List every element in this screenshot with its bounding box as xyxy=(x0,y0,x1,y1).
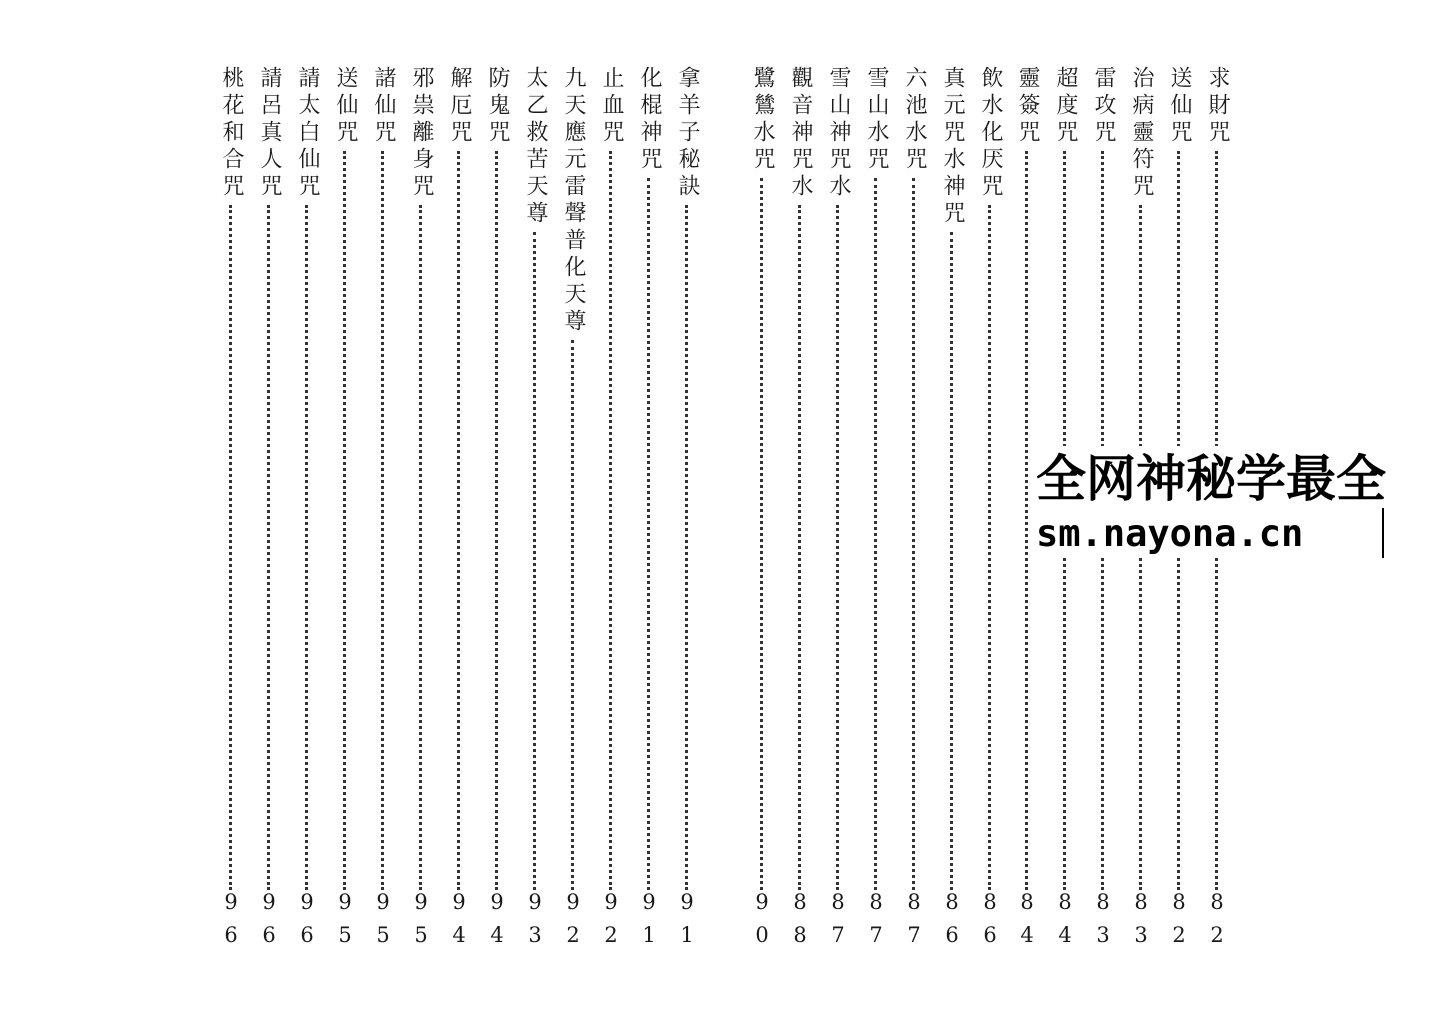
toc-entry-page-number: 90 xyxy=(750,890,774,956)
toc-entry-page-number: 96 xyxy=(295,890,319,956)
toc-entry-title: 求財咒 xyxy=(1205,66,1230,147)
toc-entry[interactable] xyxy=(899,66,929,956)
toc-entry[interactable] xyxy=(330,66,360,956)
toc-entry-title: 雪山水咒 xyxy=(864,66,889,174)
toc-entry-page-number: 95 xyxy=(371,890,395,956)
watermark-banner xyxy=(1030,446,1440,558)
toc-entry[interactable] xyxy=(937,66,967,956)
toc-entry-page-number: 87 xyxy=(902,890,926,956)
toc-entry-title: 化棍神咒 xyxy=(637,66,662,174)
toc-entry[interactable] xyxy=(216,66,246,956)
toc-entry-title: 飲水化厌咒 xyxy=(978,66,1003,201)
watermark-url: sm.nayona.cn xyxy=(1036,512,1304,555)
toc-entry-title: 送仙咒 xyxy=(1167,66,1192,147)
toc-entry-page-number: 84 xyxy=(1053,890,1077,956)
toc-entry-title: 雷攻咒 xyxy=(1091,66,1116,147)
toc-entry-page-number: 82 xyxy=(1167,890,1191,956)
toc-entry-page-number: 92 xyxy=(599,890,623,956)
dot-leader xyxy=(381,151,384,890)
toc-entry-page-number: 84 xyxy=(1015,890,1039,956)
toc-entry-page-number: 86 xyxy=(978,890,1002,956)
dot-leader xyxy=(571,340,574,890)
text-cursor xyxy=(1382,508,1384,558)
toc-entry-title: 超度咒 xyxy=(1053,66,1078,147)
toc-entry-title: 六池水咒 xyxy=(902,66,927,174)
toc-entry[interactable] xyxy=(785,66,815,956)
dot-leader xyxy=(533,232,536,890)
toc-entry[interactable] xyxy=(482,66,512,956)
watermark-slogan: 全网神秘学最全 xyxy=(1036,450,1386,508)
toc-entry[interactable] xyxy=(292,66,322,956)
toc-entry-title: 請太白仙咒 xyxy=(295,66,320,201)
toc-entry-title: 九天應元雷聲普化天尊 xyxy=(561,66,586,336)
toc-entry[interactable] xyxy=(747,66,777,956)
toc-entry-page-number: 83 xyxy=(1129,890,1153,956)
toc-entry-page-number: 94 xyxy=(447,890,471,956)
toc-entry-title: 靈簽咒 xyxy=(1015,66,1040,147)
toc-entry-page-number: 93 xyxy=(523,890,547,956)
toc-entry-page-number: 96 xyxy=(257,890,281,956)
toc-entry-page-number: 92 xyxy=(561,890,585,956)
dot-leader xyxy=(457,151,460,890)
toc-entry-page-number: 91 xyxy=(675,890,699,956)
dot-leader xyxy=(229,205,232,890)
toc-entry[interactable] xyxy=(975,66,1005,956)
toc-entry[interactable] xyxy=(406,66,436,956)
toc-entry-title: 解厄咒 xyxy=(447,66,472,147)
toc-entry[interactable] xyxy=(596,66,626,956)
toc-entry[interactable] xyxy=(558,66,588,956)
dot-leader xyxy=(912,178,915,890)
toc-entry-page-number: 86 xyxy=(940,890,964,956)
toc-entry-title: 真元咒水神咒 xyxy=(940,66,965,228)
toc-entry[interactable] xyxy=(634,66,664,956)
toc-entry-title: 諸仙咒 xyxy=(371,66,396,147)
toc-entry-page-number: 95 xyxy=(409,890,433,956)
toc-entry-title: 止血咒 xyxy=(599,66,624,147)
dot-leader xyxy=(988,205,991,890)
toc-entry-title: 觀音神咒水 xyxy=(788,66,813,201)
toc-entry-title: 鷺鷥水咒 xyxy=(750,66,775,174)
toc-entry-title: 請呂真人咒 xyxy=(257,66,282,201)
toc-entry[interactable] xyxy=(254,66,284,956)
dot-leader xyxy=(1025,151,1028,890)
toc-entry-page-number: 95 xyxy=(333,890,357,956)
toc-entry-page-number: 87 xyxy=(826,890,850,956)
toc-entry-title: 桃花和合咒 xyxy=(219,66,244,201)
toc-entry-title: 拿羊子秘訣 xyxy=(675,66,700,201)
toc-entry-title: 邪祟離身咒 xyxy=(409,66,434,201)
toc-entry-title: 送仙咒 xyxy=(333,66,358,147)
dot-leader xyxy=(836,205,839,890)
toc-entry-title: 治病靈符咒 xyxy=(1129,66,1154,201)
dot-leader xyxy=(798,205,801,890)
toc-entry[interactable] xyxy=(672,66,702,956)
toc-entry-page-number: 96 xyxy=(219,890,243,956)
dot-leader xyxy=(305,205,308,890)
dot-leader xyxy=(874,178,877,890)
toc-entry[interactable] xyxy=(823,66,853,956)
toc-entry-page-number: 82 xyxy=(1205,890,1229,956)
toc-entry-title: 太乙救苦天尊 xyxy=(523,66,548,228)
dot-leader xyxy=(950,232,953,890)
dot-leader xyxy=(343,151,346,890)
toc-entry-page-number: 88 xyxy=(788,890,812,956)
toc-entry-title: 防鬼咒 xyxy=(485,66,510,147)
dot-leader xyxy=(609,151,612,890)
toc-entry[interactable] xyxy=(861,66,891,956)
dot-leader xyxy=(419,205,422,890)
toc-entry-page-number: 83 xyxy=(1091,890,1115,956)
toc-entry[interactable] xyxy=(520,66,550,956)
dot-leader xyxy=(267,205,270,890)
dot-leader xyxy=(685,205,688,890)
toc-entry-page-number: 94 xyxy=(485,890,509,956)
toc-entry[interactable] xyxy=(444,66,474,956)
toc-entry-title: 雪山神咒水 xyxy=(826,66,851,201)
toc-entry-page-number: 91 xyxy=(637,890,661,956)
dot-leader xyxy=(495,151,498,890)
toc-entry[interactable] xyxy=(368,66,398,956)
dot-leader xyxy=(760,178,763,890)
toc-entry-page-number: 87 xyxy=(864,890,888,956)
dot-leader xyxy=(647,178,650,890)
